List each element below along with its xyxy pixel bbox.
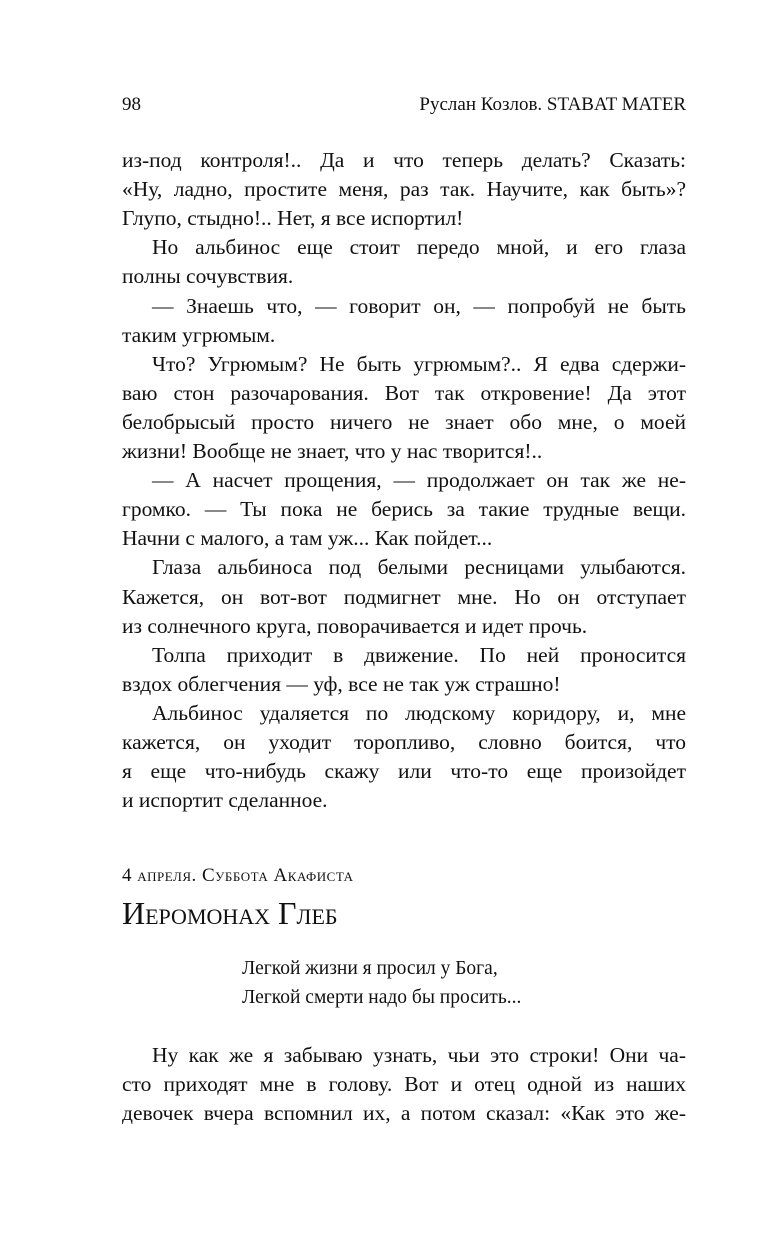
text-line: Глаза альбиноса под белыми ресницами улыбаются. [152,555,686,580]
text-line: Глупо, стыдно!.. Нет, я все испортил! [122,206,464,231]
text-line: ваю стон разочарования. Вот так откровение! Да этот [122,380,686,405]
text-line: Кажется, он вот-вот подмигнет мне. Но он отступает [122,584,686,609]
section-date: 4 апреля. Суббота Акафиста [122,865,354,886]
text-line: Но альбинос еще стоит передо мной, и его глаза [152,235,686,260]
text-line: полны сочувствия. [122,264,294,289]
text-line: Толпа приходит в движение. По ней проносится [152,642,686,667]
text-line: — Знаешь что, — говорит он, — попробуй не быть [152,293,686,318]
text-line: девочек вчера вспомнил их, а потом сказал: «Как это же- [122,1101,686,1126]
text-line: громко. — Ты пока не берись за такие трудные вещи. [122,497,686,522]
section-title: Иеромонах Глеб [122,895,338,931]
text-line: из солнечного круга, поворачивается и идет прочь. [122,613,588,638]
text-line: таким угрюмым. [122,322,276,347]
page-number: 98 [122,94,141,115]
text-line: и испортит сделанное. [122,788,328,813]
text-line: Альбинос удаляется по людскому коридору, и, мне [152,700,686,725]
text-line: Начни с малого, а там уж... Как пойдет... [122,526,493,551]
text-line: из-под контроля!.. Да и что теперь делать? Сказать: [122,148,686,172]
text-line: кажется, он уходит торопливо, словно боится, что [122,730,686,754]
epigraph-line: Легкой смерти надо бы просить... [242,987,522,1008]
epigraph-line: Легкой жизни я просил у Бога, [242,958,498,979]
text-line: Ну как же я забываю узнать, чьи это строки! Они ча- [152,1043,686,1067]
text-line: — А насчет прощения, — продолжает он так же не- [152,468,686,493]
text-line: сто приходят мне в голову. Вот и отец одной из наших [122,1072,686,1097]
text-line: «Ну, ладно, простите меня, раз так. Научите, как быть»? [122,177,686,202]
text-line: я еще что-нибудь скажу или что-то еще произойдет [122,759,686,784]
text-line: жизни! Вообще не знает, что у нас творится!.. [122,439,543,463]
text-line: белобрысый просто ничего не знает обо мне, о моей [122,409,686,434]
running-title: Руслан Козлов. STABAT MATER [419,94,686,115]
text-line: Что? Угрюмым? Не быть угрюмым?.. Я едва сдержи- [152,351,686,376]
text-line: вздох облегчения — уф, все не так уж страшно! [122,671,561,696]
